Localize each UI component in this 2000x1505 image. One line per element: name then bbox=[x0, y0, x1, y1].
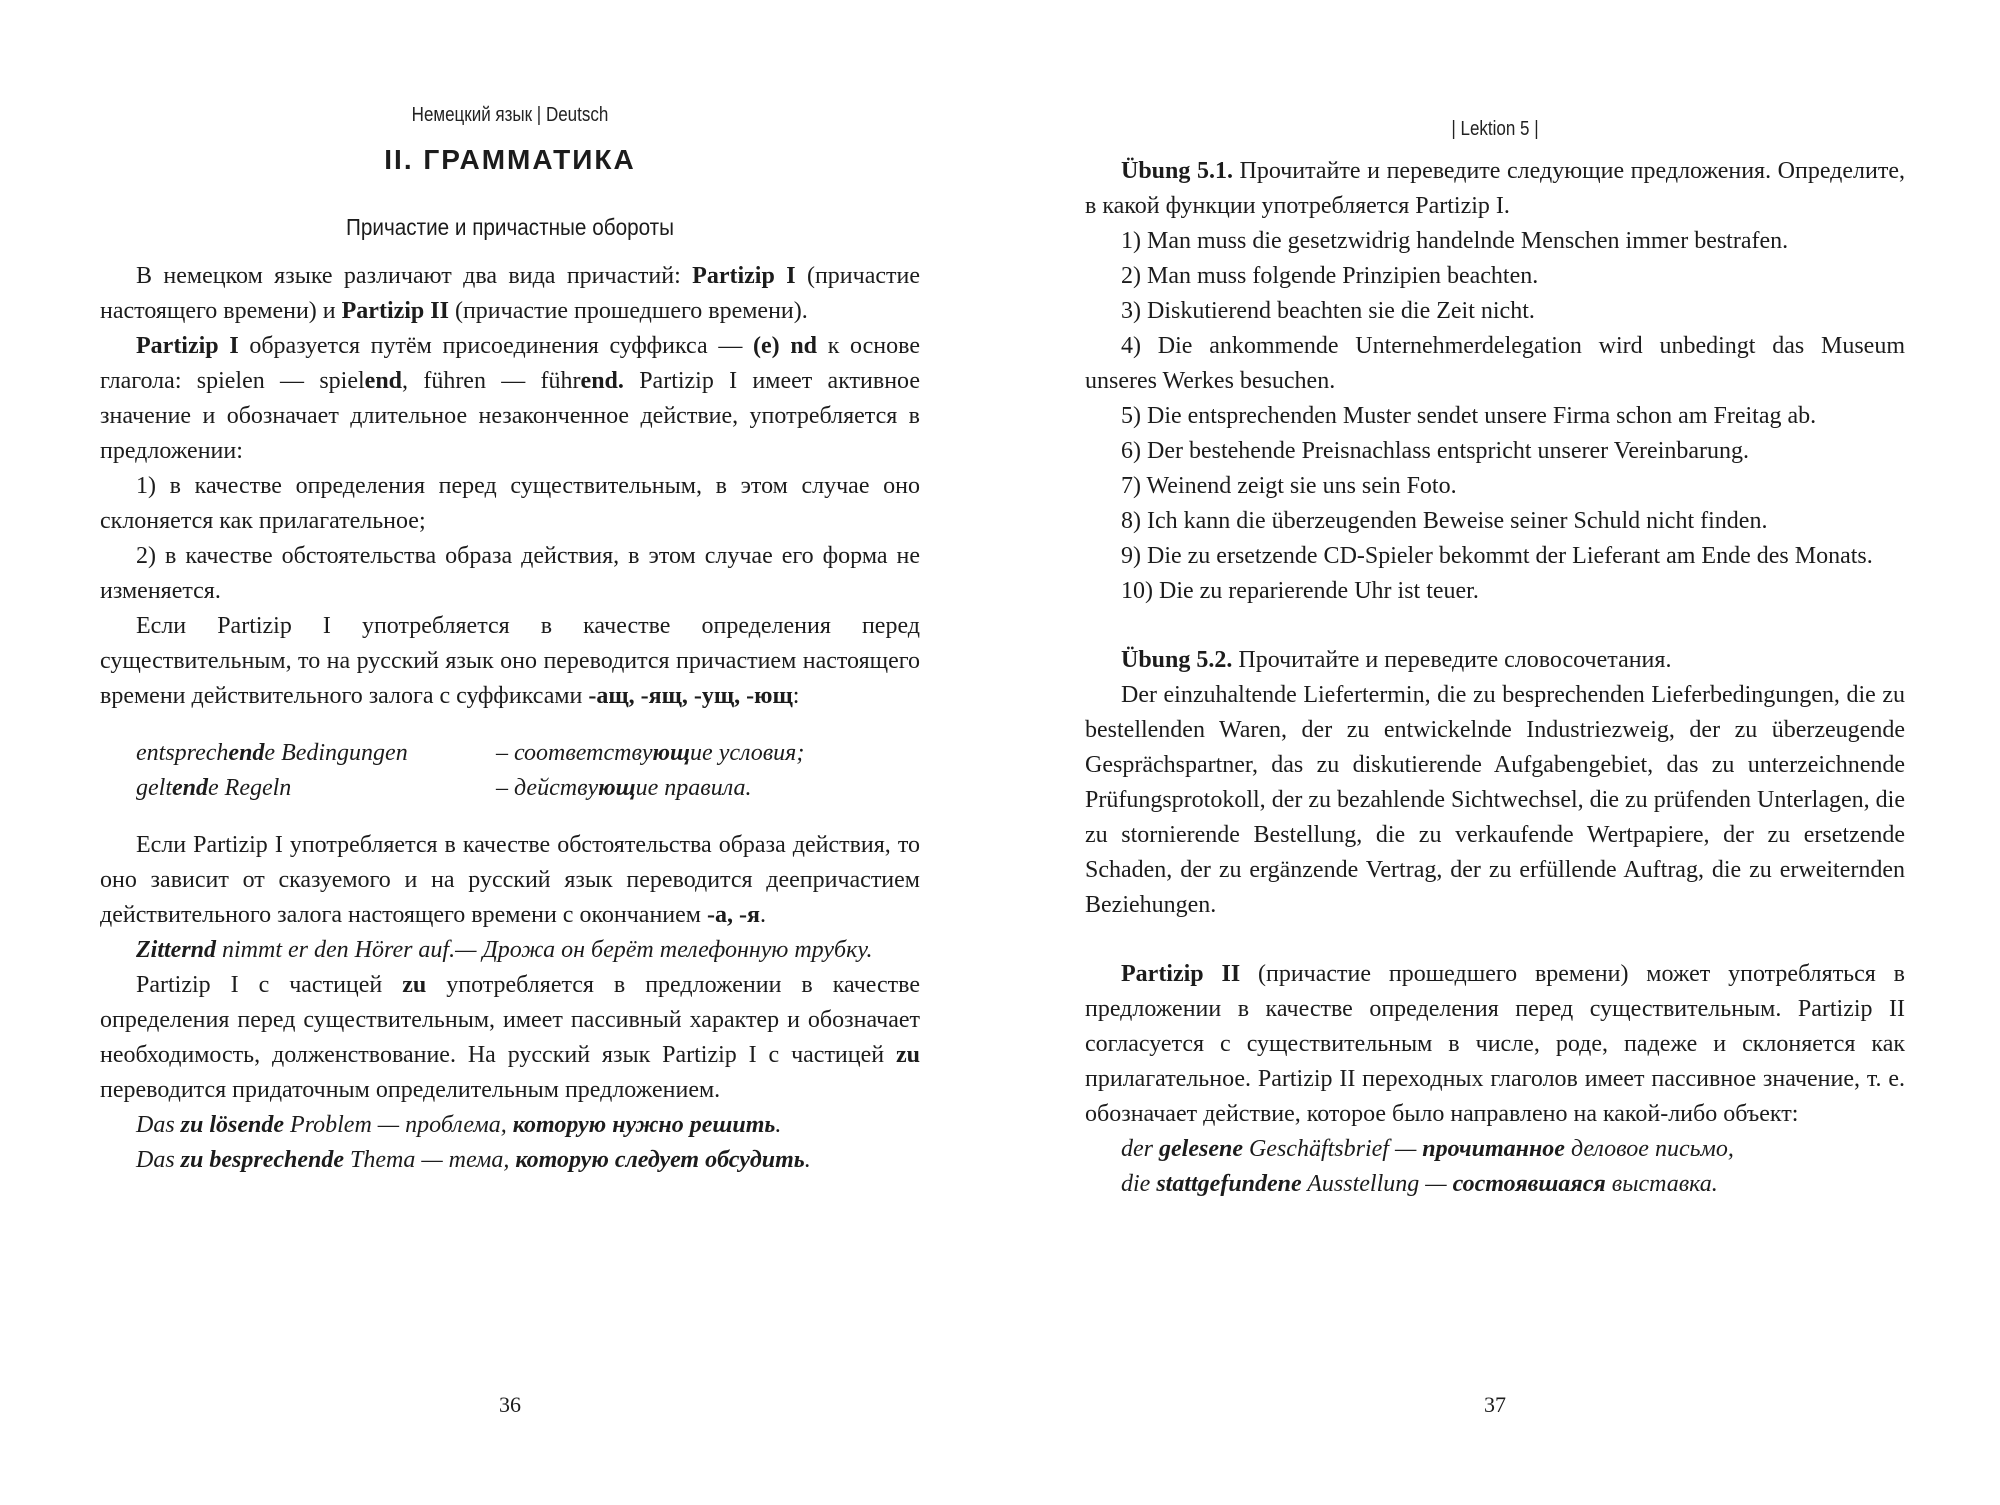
section-title: II. ГРАММАТИКА bbox=[384, 144, 636, 175]
text-run: Partizip I имеет активное значение и обозначает длительное незаконченное действие, употребляется в предложении: bbox=[100, 368, 920, 464]
example-zu: Das zu lösende Problem — проблема, которую нужно решить. bbox=[136, 1112, 782, 1138]
paragraph-partizip-types bbox=[100, 259, 920, 329]
suffix-end: end. bbox=[580, 368, 624, 394]
exercise-label: Übung 5.2. bbox=[1121, 647, 1233, 673]
page-number: 36 bbox=[499, 1392, 521, 1417]
text-run: (причастие прошедшего времени). bbox=[448, 298, 808, 324]
text-run: Если Partizip I употребляется в качестве обстоятельства образа действия, то оно зависит от сказуемого и на русский язык переводится деепричастием действительного залога настоящего времени с окончанием bbox=[100, 832, 920, 928]
example-partizip-2: der gelesene Geschäftsbrief — прочитанное деловое письмо, bbox=[1121, 1136, 1734, 1162]
exercise-heading bbox=[1085, 643, 1905, 678]
term-partizip-2: Partizip II bbox=[1121, 961, 1241, 987]
subsection-title: Причастие и причастные обороты bbox=[345, 214, 675, 240]
paragraph-partizip-2 bbox=[1085, 957, 1905, 1132]
exercise-heading bbox=[1085, 154, 1905, 224]
text-run: (причастие настоящего времени) и bbox=[100, 263, 920, 324]
text-run: Partizip I с частицей bbox=[136, 972, 403, 998]
paragraph-zu-rule bbox=[100, 968, 920, 1108]
example-zu: Das zu besprechende Thema — тема, которую следует обсудить. bbox=[136, 1147, 811, 1173]
exercise-label: Übung 5.1. bbox=[1121, 158, 1233, 184]
exercise-item: 1) Man muss die gesetzwidrig handelnde Menschen immer bestrafen. bbox=[1121, 228, 1789, 254]
list-item: 2) в качестве обстоятельства образа действия, в этом случае его форма не изменяется. bbox=[100, 543, 920, 604]
text-run: В немецком языке различают два вида причастий: bbox=[136, 263, 693, 289]
left-page bbox=[100, 0, 920, 1505]
paragraph-adverbial-rule bbox=[100, 828, 920, 933]
term-zu: zu bbox=[896, 1042, 920, 1068]
example-table bbox=[136, 736, 920, 806]
example-partizip-2: die stattgefundene Ausstellung — состоявшаяся выставка. bbox=[1121, 1171, 1718, 1197]
example-russian: – соответствующие условия; bbox=[496, 740, 805, 766]
right-page bbox=[1085, 0, 1905, 1505]
text-run: : bbox=[792, 683, 800, 709]
exercise-item: 2) Man muss folgende Prinzipien beachten. bbox=[1121, 263, 1539, 289]
example-german: entsprechende Bedingungen bbox=[136, 740, 408, 766]
exercise-instruction: Прочитайте и переведите словосочетания. bbox=[1232, 647, 1672, 673]
text-run: . bbox=[759, 902, 766, 928]
exercise-text: Der einzuhaltende Liefertermin, die zu besprechenden Lieferbedingungen, die zu bestellenden Waren, der zu entwickelnde Industriezweig, der zu überzeugende Gesprächspartner, das zu diskutierende Aufgabengebiet, das zu unterzeichnende Prüfungsprotokoll, der zu bezahlende Sichtwechsel, die zu prüfenden Unterlagen, die zu stornierende Bestellung, die zu verkaufende Wertpapiere, der zu ersetzende Schaden, der zu ergänzende Vertrag, der zu erfüllende Auftrag, die zu erweiternden Beziehungen. bbox=[1085, 682, 1905, 918]
running-head: | Lektion 5 | bbox=[1451, 118, 1539, 140]
exercise-instruction: Прочитайте и переведите следующие предложения. Определите, в какой функции употребляется Partizip I. bbox=[1085, 158, 1905, 219]
term-partizip-1: Partizip I bbox=[692, 263, 796, 289]
exercise-item: 6) Der bestehende Preisnachlass entspricht unserer Vereinbarung. bbox=[1121, 438, 1750, 464]
example-german: geltende Regeln bbox=[136, 775, 292, 801]
text-run: к основе глагола: spielen — spiel bbox=[100, 333, 920, 394]
exercise-item: 4) Die ankommende Unternehmerdelegation wird unbedingt das Museum unseres Werkes besuchen. bbox=[1085, 333, 1905, 394]
term-zu: zu bbox=[402, 972, 427, 998]
text-run: употребляется в предложении в качестве определения перед существительным, имеет пассивный характер и обозначает необходимость, долженствование. На русский язык Partizip I с частицей bbox=[100, 972, 921, 1068]
term-partizip-2: Partizip II bbox=[341, 298, 449, 324]
exercise-item: 8) Ich kann die überzeugenden Beweise seiner Schuld nicht finden. bbox=[1121, 508, 1768, 534]
spacer bbox=[1085, 923, 1905, 957]
page-number: 37 bbox=[1484, 1392, 1506, 1417]
text-run: nimmt er den Hörer auf.— Дрожа он берёт телефонную трубку. bbox=[216, 937, 873, 963]
suffix-end: end bbox=[364, 368, 403, 394]
term-zitternd: Zitternd bbox=[136, 937, 217, 963]
exercise-item: 3) Diskutierend beachten sie die Zeit nicht. bbox=[1121, 298, 1535, 324]
suffix-nd: (e) nd bbox=[753, 333, 818, 359]
ending-list: -а, -я bbox=[706, 902, 760, 928]
exercise-item: 9) Die zu ersetzende CD-Spieler bekommt der Lieferant am Ende des Monats. bbox=[1121, 543, 1873, 569]
text-run: Если Partizip I употребляется в качестве определения перед существительным, то на русский язык оно переводится причастием настоящего времени действительного залога с суффиксами bbox=[100, 613, 920, 709]
text-run: (причастие прошедшего времени) может употребляться в предложении в качестве определения перед существительным. Partizip II согласуется с существительным в числе, роде, падеже и склоняется как прилагательное. Partizip II переходных глаголов имеет пассивное значение, т. е. обозначает действие, которое было направлено на какой-либо объект: bbox=[1085, 961, 1905, 1127]
paragraph-partizip-1-formation bbox=[100, 329, 920, 469]
running-head: Немецкий язык | Deutsch bbox=[411, 104, 609, 126]
example-zitternd bbox=[100, 933, 920, 968]
left-body bbox=[100, 259, 920, 1178]
text-run: образуется путём присоединения суффикса — bbox=[238, 333, 754, 359]
exercise-item: 10) Die zu reparierende Uhr ist teuer. bbox=[1121, 578, 1479, 604]
text-run: , führen — führ bbox=[402, 368, 581, 394]
list-item: 1) в качестве определения перед существительным, в этом случае оно склоняется как прилагательное; bbox=[100, 473, 920, 534]
suffix-list: -ащ, -ящ, -ущ, -ющ bbox=[588, 683, 793, 709]
term-partizip-1: Partizip I bbox=[136, 333, 239, 359]
exercise-item: 7) Weinend zeigt sie uns sein Foto. bbox=[1121, 473, 1457, 499]
example-russian: – действующие правила. bbox=[496, 775, 752, 801]
exercise-item: 5) Die entsprechenden Muster sendet unsere Firma schon am Freitag ab. bbox=[1121, 403, 1817, 429]
spacer bbox=[1085, 609, 1905, 643]
text-run: переводится придаточным определительным предложением. bbox=[100, 1077, 721, 1103]
paragraph-translation-rule bbox=[100, 609, 920, 714]
right-body bbox=[1085, 154, 1905, 1202]
